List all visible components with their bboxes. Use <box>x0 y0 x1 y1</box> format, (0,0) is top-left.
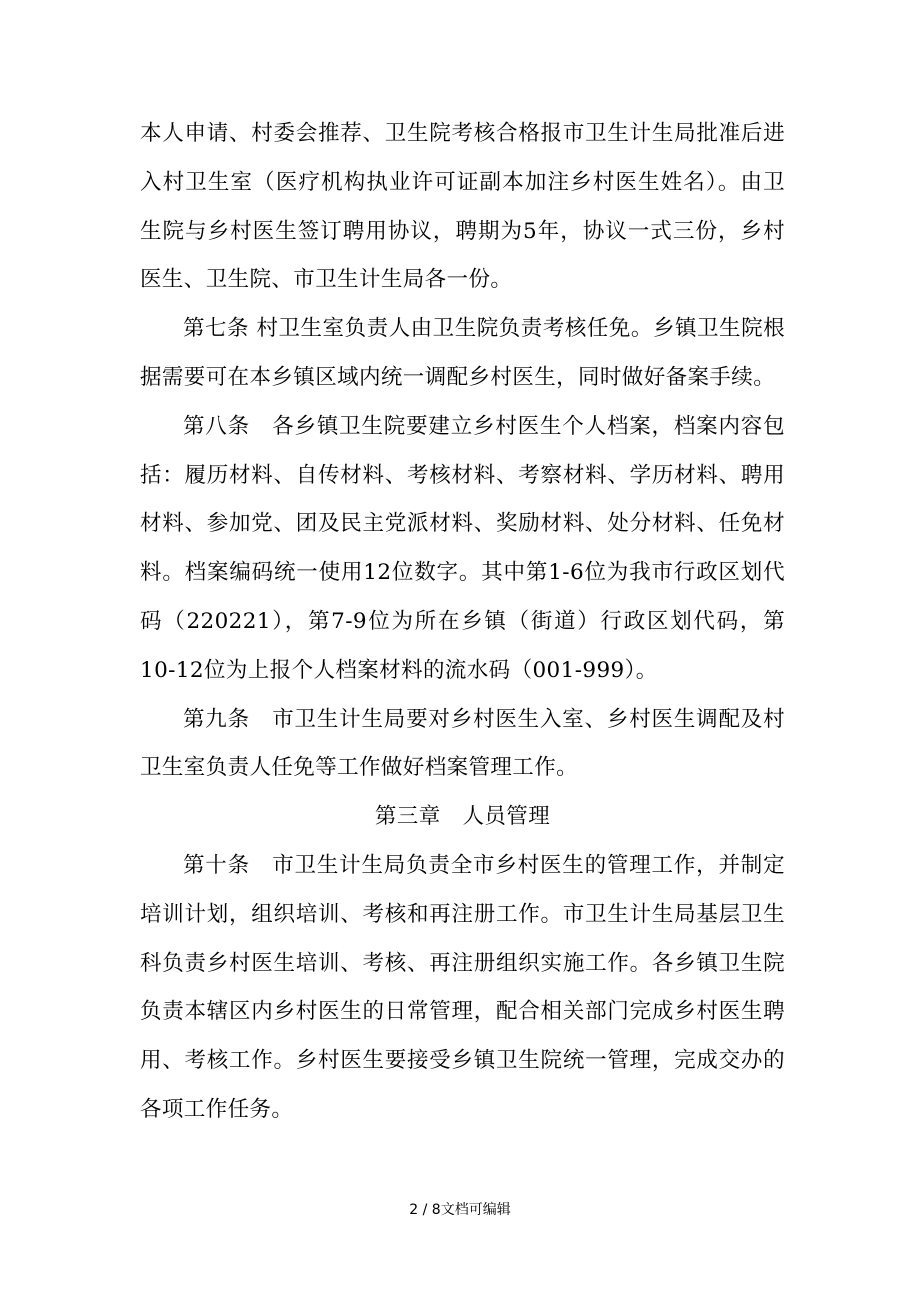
article-7 <box>140 305 785 403</box>
page-indicator: 2 / 8 <box>409 1202 441 1218</box>
article-10 <box>140 842 785 1135</box>
article-label: 第九条 <box>183 706 273 732</box>
paragraph-continuation <box>140 110 785 305</box>
article-8 <box>140 403 785 696</box>
article-label: 第八条 <box>183 413 273 439</box>
article-9 <box>140 696 785 794</box>
chapter-heading: 第三章 人员管理 <box>374 804 551 830</box>
article-text: 市卫生计生局负责全市乡村医生的管理工作，并制定培训计划，组织培训、考核和再注册工作。市卫生计生局基层卫生科负责乡村医生培训、考核、再注册组织实施工作。各乡镇卫生院负责本辖区内乡村医生的日常管理，配合相关部门完成乡村医生聘用、考核工作。乡村医生要接受乡镇卫生院统一管理，完成交办的各项工作任务。 <box>140 852 785 1122</box>
page-footer <box>0 1201 920 1219</box>
article-text: 各乡镇卫生院要建立乡村医生个人档案，档案内容包括：履历材料、自传材料、考核材料、考察材料、学历材料、聘用材料、参加党、团及民主党派材料、奖励材料、处分材料、任免材料。档案编码统一使用12位数字。其中第1-6位为我市行政区划代码（220221），第7-9位为所在乡镇（街道）行政区划代码，第10-12位为上报个人档案材料的流水码（001-999）。 <box>140 413 785 683</box>
footer-note: 文档可编辑 <box>440 1202 511 1218</box>
document-body <box>140 110 785 1135</box>
article-text: 市卫生计生局要对乡村医生入室、乡村医生调配及村卫生室负责人任免等工作做好档案管理工作。 <box>140 706 785 781</box>
article-label: 第十条 <box>183 852 273 878</box>
article-label: 第七条 <box>183 316 257 342</box>
article-text: 村卫生室负责人由卫生院负责考核任免。乡镇卫生院根据需要可在本乡镇区域内统一调配乡村医生，同时做好备案手续。 <box>140 316 785 390</box>
paragraph-text: 本人申请、村委会推荐、卫生院考核合格报市卫生计生局批准后进入村卫生室（医疗机构执业许可证副本加注乡村医生姓名）。由卫生院与乡村医生签订聘用协议，聘期为5年，协议一式三份，乡村医生、卫生院、市卫生计生局各一份。 <box>140 121 785 293</box>
